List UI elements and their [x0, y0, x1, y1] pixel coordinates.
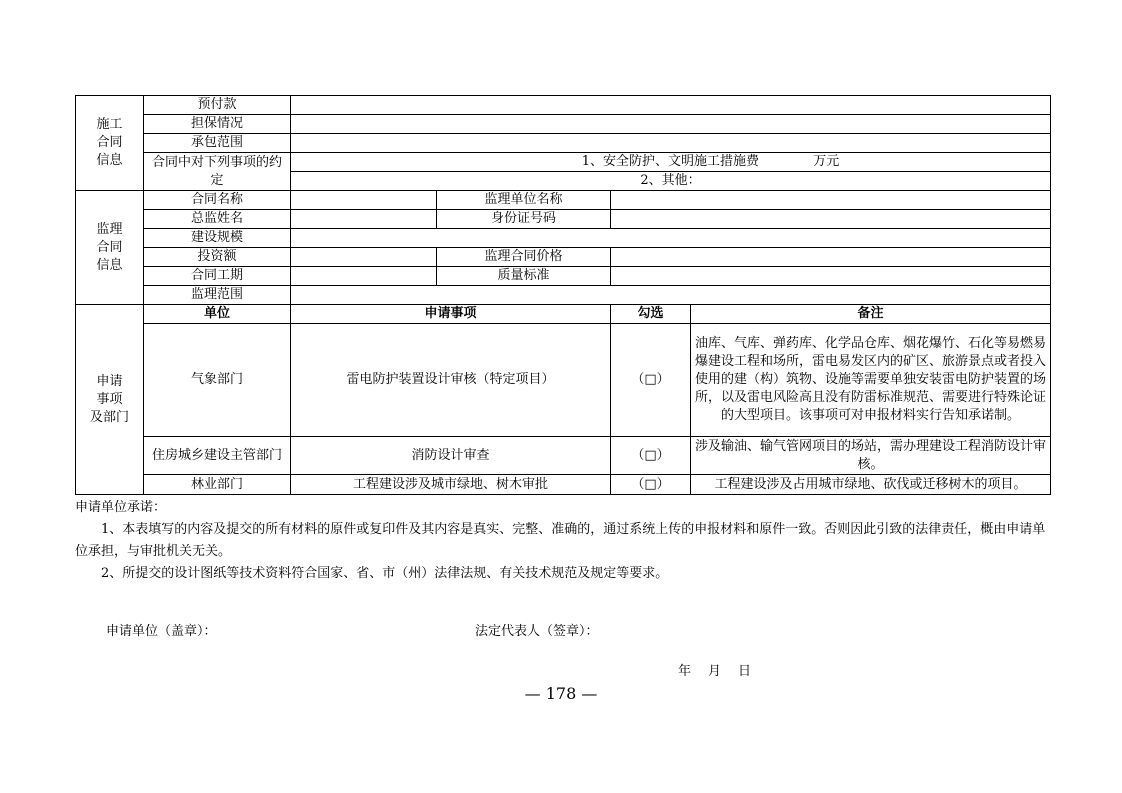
- header-item: 申请事项: [291, 305, 611, 324]
- table-row: [76, 267, 1051, 286]
- contract-scope-label: 承包范围: [144, 134, 291, 153]
- row-unit: 住房城乡建设主管部门: [144, 437, 291, 475]
- agreement-label: 合同中对下列事项的约定: [144, 153, 291, 191]
- id-number-label: 身份证号码: [437, 210, 611, 229]
- supervision-unit-name-value[interactable]: [611, 191, 1051, 210]
- table-row: [76, 437, 1051, 475]
- supervision-scope-value[interactable]: [291, 286, 1051, 305]
- scale-value[interactable]: [291, 229, 1051, 248]
- contract-scope-value[interactable]: [291, 134, 1051, 153]
- row-item: 消防设计审查: [291, 437, 611, 475]
- table-row: [76, 475, 1051, 495]
- quality-label: 质量标准: [437, 267, 611, 286]
- guarantee-value[interactable]: [291, 115, 1051, 134]
- advance-payment-label: 预付款: [144, 96, 291, 115]
- table-row: [76, 210, 1051, 229]
- table-row: [76, 229, 1051, 248]
- agreement-item1: [291, 153, 1051, 172]
- row-item: 雷电防护装置设计审核（特定项目）: [291, 324, 611, 437]
- date-label: 年 月 日: [678, 664, 754, 679]
- table-row: [76, 248, 1051, 267]
- guarantee-label: 担保情况: [144, 115, 291, 134]
- table-row: [76, 153, 1051, 172]
- page-number: — 178 —: [524, 684, 598, 703]
- agreement-unit-text: 万元: [813, 154, 840, 169]
- investment-value[interactable]: [291, 248, 437, 267]
- row-remark: 油库、气库、弹药库、化学品仓库、烟花爆竹、石化等易燃易爆建设工程和场所，雷电易发区内的矿区、旅游景点或者投入使用的建（构）筑物、设施等需要单独安装雷电防护装置的场所，以及雷电风险高且没有防雷标准规范、需要进行特殊论证的大型项目。该事项可对申报材料实行告知承诺制。: [691, 324, 1051, 437]
- row-remark: 涉及输油、输气管网项目的场站，需办理建设工程消防设计审核。: [691, 437, 1051, 475]
- table-row: [76, 305, 1051, 324]
- application-section-label: 申请 事项 及部门: [76, 305, 144, 495]
- row-unit: 林业部门: [144, 475, 291, 495]
- commitment-item2: 2、所提交的设计图纸等技术资料符合国家、省、市（州）法律法规、有关技术规范及规定等要求。: [101, 566, 669, 581]
- quality-value[interactable]: [611, 267, 1051, 286]
- investment-label: 投资额: [144, 248, 291, 267]
- row-unit: 气象部门: [144, 324, 291, 437]
- table-row: [76, 115, 1051, 134]
- id-number-value[interactable]: [611, 210, 1051, 229]
- header-check: 勾选: [611, 305, 691, 324]
- row-checkbox[interactable]: （□）: [611, 324, 691, 437]
- supervision-contract-name-label: 合同名称: [144, 191, 291, 210]
- agreement-item2: 2、其他：: [291, 172, 1051, 191]
- header-remark: 备注: [691, 305, 1051, 324]
- chief-name-value[interactable]: [291, 210, 437, 229]
- table-row: [76, 286, 1051, 305]
- scale-label: 建设规模: [144, 229, 291, 248]
- row-item: 工程建设涉及城市绿地、树木审批: [291, 475, 611, 495]
- table-row: [76, 96, 1051, 115]
- applicant-seal-label: 申请单位（盖章）：: [106, 624, 217, 639]
- application-form-table: [75, 95, 1051, 495]
- supervision-section-label: 监理 合同 信息: [76, 191, 144, 305]
- commitment-title: 申请单位承诺：: [75, 500, 167, 515]
- supervision-price-label: 监理合同价格: [437, 248, 611, 267]
- commitment-item1: 1、本表填写的内容及提交的所有材料的原件或复印件及其内容是真实、完整、准确的，通过系统上传的申报材料和原件一致。否则因此引致的法律责任，概由申请单位承担，与审批机关无关。: [75, 522, 1046, 559]
- table-row: [76, 324, 1051, 437]
- advance-payment-value[interactable]: [291, 96, 1051, 115]
- table-row: [76, 191, 1051, 210]
- supervision-contract-name-value[interactable]: [291, 191, 437, 210]
- row-remark: 工程建设涉及占用城市绿地、砍伐或迁移树木的项目。: [691, 475, 1051, 495]
- table-row: [76, 134, 1051, 153]
- agreement-item1-text: 1、安全防护、文明施工措施费: [581, 154, 760, 169]
- period-label: 合同工期: [144, 267, 291, 286]
- supervision-scope-label: 监理范围: [144, 286, 291, 305]
- legal-rep-signature-label: 法定代表人（签章）：: [475, 624, 599, 639]
- chief-name-label: 总监姓名: [144, 210, 291, 229]
- row-checkbox[interactable]: （□）: [611, 437, 691, 475]
- contract-section-label: 施工 合同 信息: [76, 96, 144, 191]
- supervision-price-value[interactable]: [611, 248, 1051, 267]
- supervision-unit-name-label: 监理单位名称: [437, 191, 611, 210]
- row-checkbox[interactable]: （□）: [611, 475, 691, 495]
- header-unit: 单位: [144, 305, 291, 324]
- period-value[interactable]: [291, 267, 437, 286]
